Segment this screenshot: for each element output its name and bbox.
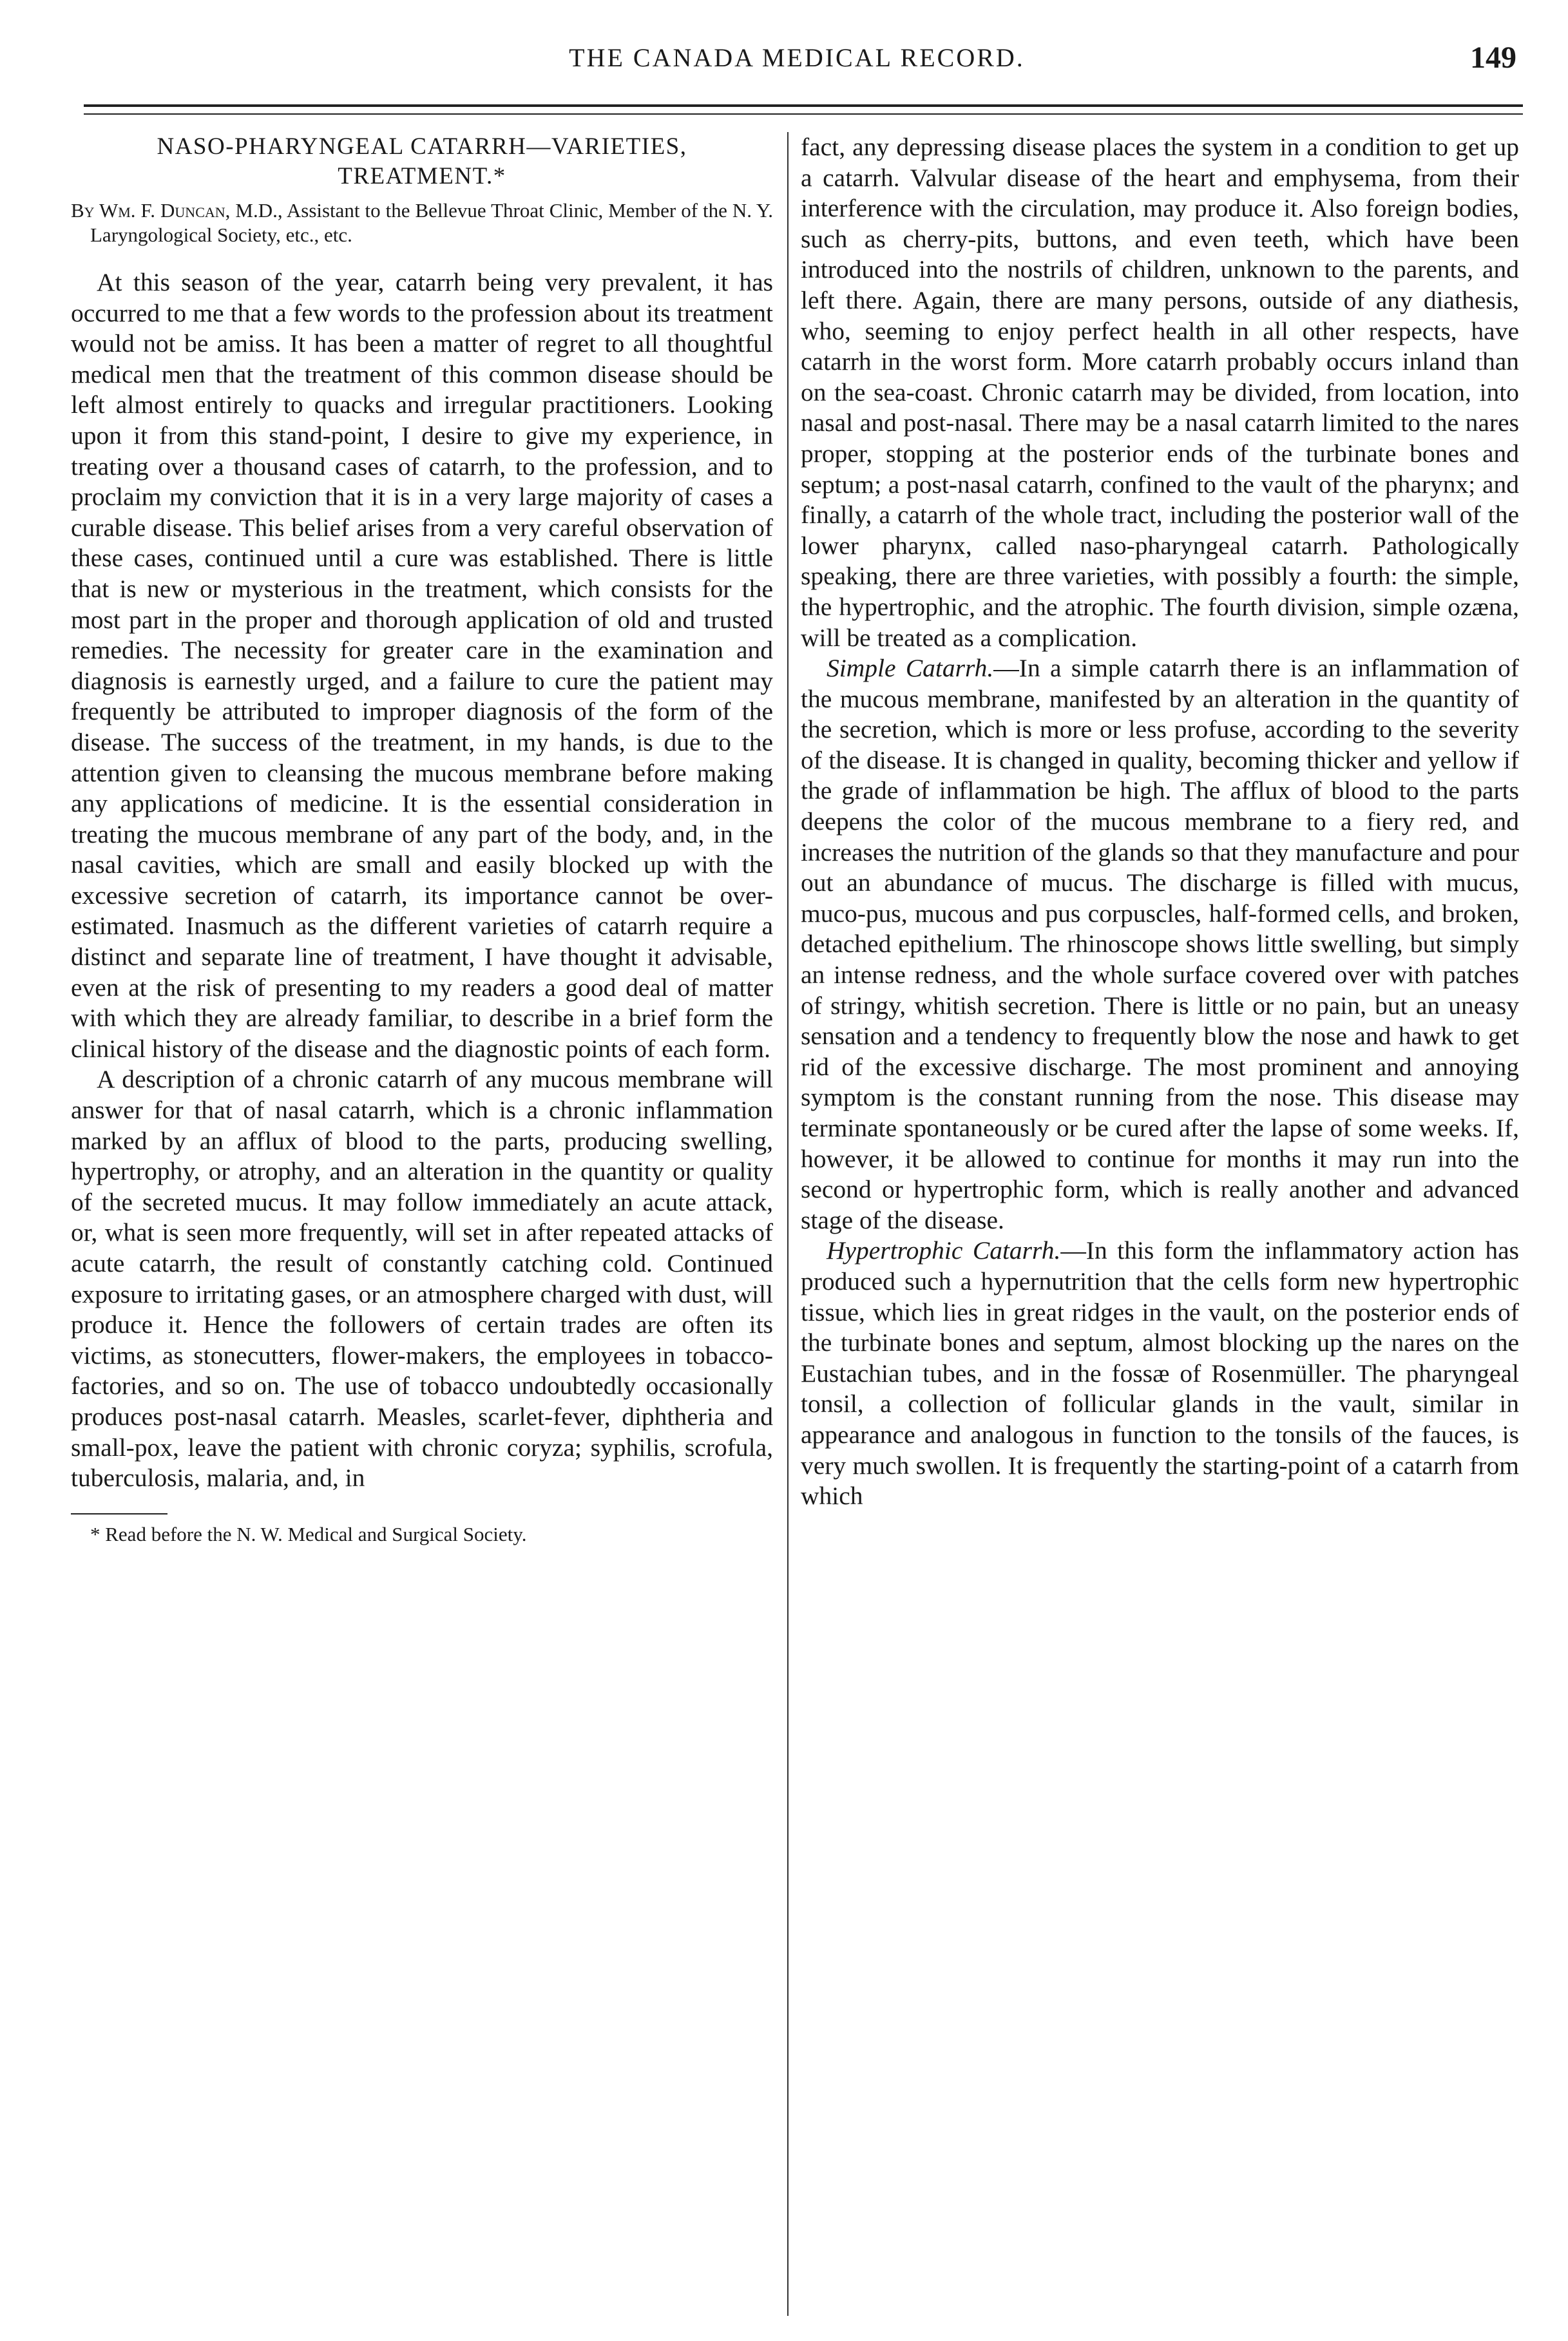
page-number: 149 (1470, 41, 1516, 75)
footnote-rule (71, 1513, 167, 1514)
section-hypertrophic-catarrh (801, 1236, 1519, 1511)
section-heading: Simple Catarrh. (827, 654, 994, 683)
paragraph: A description of a chronic catarrh of any mucous membrane will answer for that of nasal catarrh, which is a chronic inflammation marked by an afflux of blood to the parts, producing swelling, hypertrophy, or atrophy, and an alteration in the quantity or quality of the secreted mucus. It may follow immediately an acute attack, or, what is seen more frequently, will set in after repeated attacks of acute catarrh, the result of constantly catching cold. Continued exposure to irritating gases, or an atmosphere charged with dust, will produce it. Hence the followers of certain trades are often its victims, as stonecutters, flower-makers, the employees in tobacco-factories, and so on. The use of tobacco undoubtedly occasionally produces post-nasal catarrh. Measles, scarlet-fever, diphtheria and small-pox, leave the patient with chronic coryza; syphilis, scrofula, tuberculosis, malaria, and, in (71, 1065, 773, 1493)
footnote: * Read before the N. W. Medical and Surgical Society. (90, 1522, 527, 1545)
byline (71, 198, 773, 249)
section-simple-catarrh (801, 653, 1519, 1236)
section-text: —In a simple catarrh there is an inflammation of the mucous membrane, manifested by an alteration in the quantity of the secretion, which is more or less profuse, according to the severity of the disease. It is changed in quality, becoming thicker and yellow if the grade of inflammation be high. The afflux of blood to the parts deepens the color of the mucous membrane to a fiery red, and increases the nutrition of the glands so that they manufacture and pour out an abundance of mucus. The discharge is filled with mucus, muco-pus, mucous and pus corpuscles, half-formed cells, and broken, detached epithelium. The rhinoscope shows little swelling, but simply an intense redness, and the whole surface covered over with patches of stringy, whitish secretion. There is little or no pain, but an uneasy sensation and a tendency to frequently blow the nose and hawk to get rid of the excessive discharge. The most prominent and annoying symptom is the constant running from the nose. This disease may terminate spontaneously or be cured after the lapse of some weeks. If, however, it be allowed to continue for months it may run into the second or hypertrophic form, which is really another and advanced stage of the disease. (801, 654, 1519, 1234)
header-rule (84, 104, 1523, 107)
section-heading: Hypertrophic Catarrh. (827, 1236, 1061, 1265)
paragraph: At this season of the year, catarrh being very prevalent, it has occurred to me that a few words to the profession about its treatment would not be amiss. It has been a matter of regret to all thoughtful medical men that the treatment of this common disease should be left almost entirely to quacks and irregular practitioners. Looking upon it from this stand-point, I desire to give my experience, in treating over a thousand cases of catarrh, to the profession, and to proclaim my conviction that it is in a very large majority of cases a curable disease. This belief arises from a very careful observation of these cases, continued until a cure was established. There is little that is new or mysterious in the treatment, which consists for the most part in the proper and thorough application of old and trusted remedies. The necessity for greater care in the examination and diagnosis is earnestly urged, and a failure to cure the patient may frequently be attributed to improper diagnosis of the form of the disease. The success of the treatment, in my hands, is due to the attention given to cleansing the mucous membrane before making any applications of medicine. It is the essential consideration in treating the mucous membrane of any part of the body, and, in the nasal cavities, which are small and easily blocked up with the excessive secretion of catarrh, its importance cannot be over-estimated. Inasmuch as the different varieties of catarrh require a distinct and separate line of treatment, I have thought it advisable, even at the risk of presenting to my readers a good deal of matter with which they are already familiar, to describe in a brief form the clinical history of the disease and the diagnostic points of each form. (71, 268, 773, 1063)
column-divider (787, 132, 789, 2316)
header-rule-thin (84, 113, 1523, 115)
article-title: NASO-PHARYNGEAL CATARRH—VARIETIES, TREATMENT.* (157, 133, 687, 190)
section-text: —In this form the inflammatory action has produced such a hypernutrition that the cells form new hypertrophic tissue, which lies in great ridges in the vault, on the posterior ends of the turbinate bones and septum, almost blocking up the nares on the Eustachian tubes, and in the fossæ of Rosenmüller. The pharyngeal tonsil, a collection of follicular glands in the vault, similar in appearance and analogous in function to the tonsils of the fauces, is very much swollen. It is frequently the starting-point of a catarrh from which (801, 1236, 1519, 1511)
page-header (64, 31, 1529, 90)
right-column (801, 132, 1519, 2315)
byline-affiliation: M.D., Assistant to the Bellevue Throat Clinic, Member of the N. Y. Laryngological Society, etc., etc. (90, 198, 773, 247)
left-column (71, 132, 773, 2315)
byline-author: By Wm. F. Duncan, (71, 198, 231, 222)
running-title: THE CANADA MEDICAL RECORD. (569, 43, 1025, 72)
paragraph: fact, any depressing disease places the system in a condition to get up a catarrh. Valvular disease of the heart and emphysema, from their interference with the circulation, may produce it. Also foreign bodies, such as cherry-pits, buttons, and even teeth, which have been introduced into the nostrils of children, unknown to the parents, and left there. Again, there are many persons, outside of any diathesis, who, seeming to enjoy perfect health in all other respects, have catarrh in the worst form. More catarrh probably occurs inland than on the sea-coast. Chronic catarrh may be divided, from location, into nasal and post-nasal. There may be a nasal catarrh limited to the nares proper, stopping at the posterior ends of the turbinate bones and septum; a post-nasal catarrh, confined to the vault of the pharynx; and finally, a catarrh of the whole tract, including the posterior wall of the lower pharynx, called naso-pharyngeal catarrh. Pathologically speaking, there are three varieties, with possibly a fourth: the simple, the hypertrophic, and the atrophic. The fourth division, simple ozæna, will be treated as a complication. (801, 133, 1519, 652)
